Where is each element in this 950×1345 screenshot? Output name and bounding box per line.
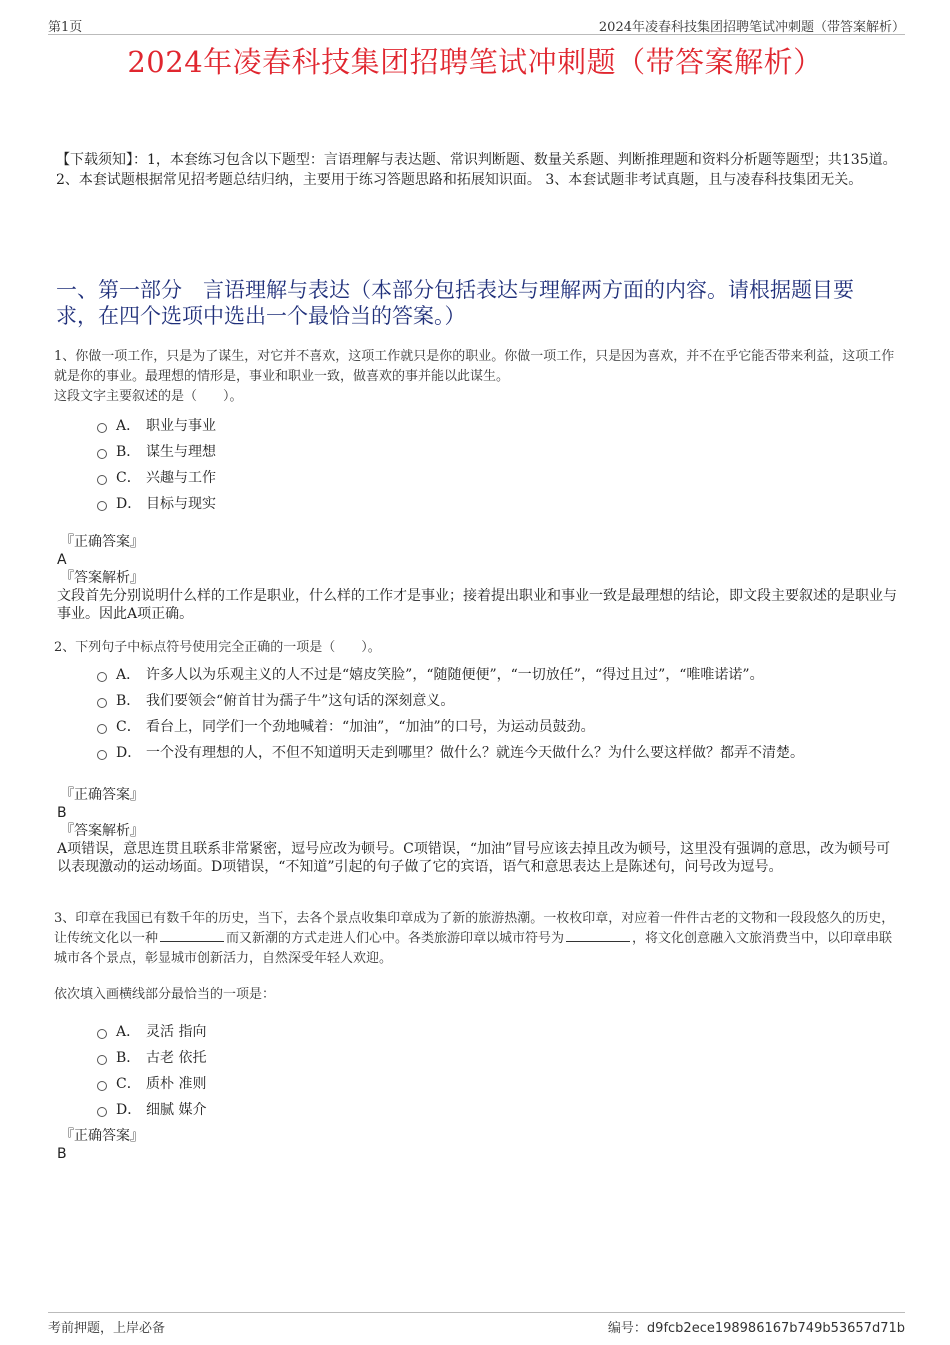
page-title: 2024年凌春科技集团招聘笔试冲刺题（带答案解析） xyxy=(127,45,823,79)
answer-analysis: A项错误，意思连贯且联系非常紧密，逗号应改为顿号。C项错误，“加油”冒号应该去掉且改为顿号，这里没有强调的意思，改为顿号可以表现激动的运动场面。D项错误，“不知道”引起的句子做了它的宾语，语气和意思表达上是陈述句，问号改为逗号。 xyxy=(57,841,891,875)
option-c[interactable]: C． 质朴 准则 xyxy=(54,1071,900,1097)
option-c[interactable]: C． 看台上，同学们一个劲地喊着：“加油”，“加油”的口号，为运动员鼓劲。 xyxy=(54,714,900,740)
option-list xyxy=(54,662,900,766)
radio-icon[interactable] xyxy=(97,475,107,485)
question-2 xyxy=(54,638,900,876)
radio-icon[interactable] xyxy=(97,423,107,433)
question-stem: 3、印章在我国已有数千年的历史，当下，去各个景点收集印章成为了新的旅游热潮。一枚枚印章，对应着一件件古老的文物和一段段悠久的历史，让传统文化以一种 而又新潮的方式走进人们心中。各类旅游印章以城市符号为 ，将文化创意融入文旅消费当中，以印章串联城市各个景点，彰显城市创新活力，自然深受年轻人欢迎。 xyxy=(54,911,895,966)
radio-icon[interactable] xyxy=(97,724,107,734)
option-d[interactable]: D． 细腻 媒介 xyxy=(54,1097,900,1123)
question-stem: 2、下列句子中标点符号使用完全正确的一项是（ ）。 xyxy=(54,640,381,655)
section-title: 一、第一部分 言语理解与表达（本部分包括表达与理解两方面的内容。请根据题目要求，在四个选项中选出一个最恰当的答案。） xyxy=(56,278,854,328)
footer-slogan: 考前押题，上岸必备 xyxy=(48,1321,166,1336)
option-a[interactable]: A． 灵活 指向 xyxy=(54,1019,900,1045)
option-b[interactable]: B． 谋生与理想 xyxy=(54,439,900,465)
download-notice: 【下载须知】：1，本套练习包含以下题型：言语理解与表达题、常识判断题、数量关系题、判断推理题和资料分析题等题型；共135道。 2、本套试题根据常见招考题总结归纳，主要用于练习答题思路和拓展知识面。 3、本套试题非考试真题，且与凌春科技集团无关。 xyxy=(56,152,897,188)
correct-answer: B xyxy=(57,805,67,821)
fill-blank-1 xyxy=(160,929,224,942)
question-prompt: 这段文字主要叙述的是（ ）。 xyxy=(54,389,243,404)
radio-icon[interactable] xyxy=(97,1107,107,1117)
radio-icon[interactable] xyxy=(97,750,107,760)
question-prompt: 依次填入画横线部分最恰当的一项是： xyxy=(54,987,276,1002)
radio-icon[interactable] xyxy=(97,1055,107,1065)
footer-code: 编号：d9fcb2ece198986167b749b53657d71b xyxy=(607,1321,905,1336)
option-c[interactable]: C． 兴趣与工作 xyxy=(54,465,900,491)
question-1 xyxy=(54,347,900,623)
option-d[interactable]: D． 一个没有理想的人，不但不知道明天走到哪里？做什么？就连今天做什么？为什么要这样做？都弄不清楚。 xyxy=(54,740,900,766)
page-header xyxy=(48,14,905,35)
correct-answer: A xyxy=(57,552,67,568)
page-number: 第1页 xyxy=(48,20,83,35)
option-list xyxy=(54,1019,900,1123)
analysis-label: 『答案解析』 xyxy=(60,823,144,839)
answer-analysis: 文段首先分别说明什么样的工作是职业，什么样的工作才是事业；接着提出职业和事业一致是最理想的结论，即文段主要叙述的是职业与事业。因此A项正确。 xyxy=(57,588,897,622)
question-stem: 1、你做一项工作，只是为了谋生，对它并不喜欢，这项工作就只是你的职业。你做一项工作，只是因为喜欢，并不在乎它能否带来利益，这项工作就是你的事业。最理想的情形是，事业和职业一致，做喜欢的事并能以此谋生。 xyxy=(54,349,895,384)
radio-icon[interactable] xyxy=(97,672,107,682)
correct-answer: B xyxy=(57,1146,67,1162)
fill-blank-2 xyxy=(566,929,630,942)
radio-icon[interactable] xyxy=(97,501,107,511)
option-a[interactable]: A． 职业与事业 xyxy=(54,413,900,439)
option-a[interactable]: A． 许多人以为乐观主义的人不过是“嬉皮笑脸”，“随随便便”，“一切放任”，“得过且过”，“唯唯诺诺”。 xyxy=(54,662,900,688)
option-d[interactable]: D． 目标与现实 xyxy=(54,491,900,517)
radio-icon[interactable] xyxy=(97,1081,107,1091)
option-list xyxy=(54,413,900,517)
option-b[interactable]: B． 古老 依托 xyxy=(54,1045,900,1071)
correct-answer-label: 『正确答案』 xyxy=(60,534,144,550)
radio-icon[interactable] xyxy=(97,449,107,459)
header-doc-title: 2024年凌春科技集团招聘笔试冲刺题（带答案解析） xyxy=(598,20,905,35)
analysis-label: 『答案解析』 xyxy=(60,570,144,586)
question-3 xyxy=(54,909,900,1163)
page-footer xyxy=(48,1312,905,1336)
radio-icon[interactable] xyxy=(97,1029,107,1039)
correct-answer-label: 『正确答案』 xyxy=(60,1128,144,1144)
option-b[interactable]: B． 我们要领会“俯首甘为孺子牛”这句话的深刻意义。 xyxy=(54,688,900,714)
radio-icon[interactable] xyxy=(97,698,107,708)
correct-answer-label: 『正确答案』 xyxy=(60,787,144,803)
